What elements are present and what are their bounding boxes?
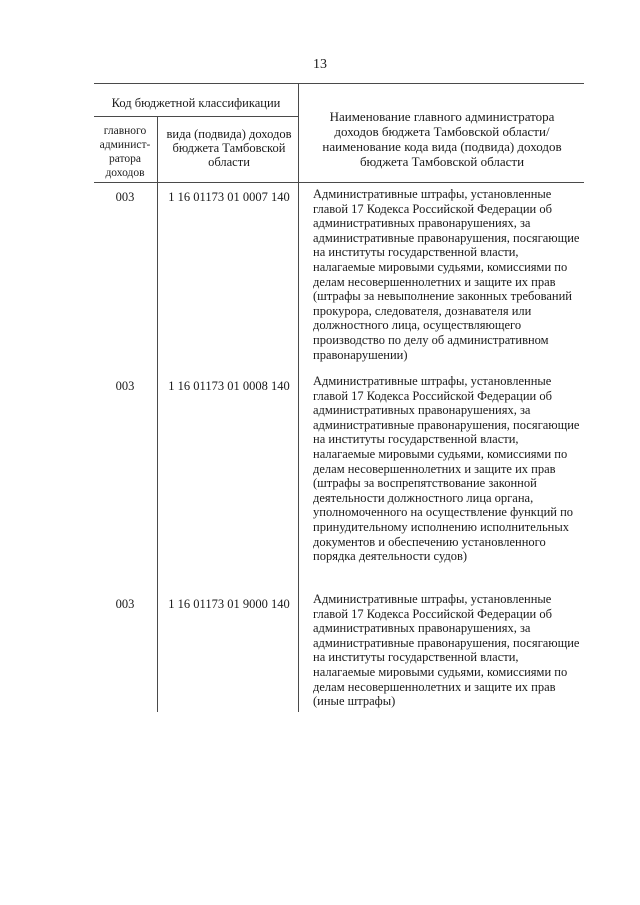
page-number: 13	[313, 57, 327, 72]
header-name-column: Наименование главного администратора доходов бюджета Тамбовской области/наименование кода вида (подвида) доходов бюджета Тамбовской области	[322, 109, 562, 169]
row-3-admin-code: 003	[115, 597, 135, 611]
header-admin-column: главного админист-ратора доходов	[99, 125, 151, 179]
row-3-budget-code: 1 16 01173 01 9000 140	[168, 597, 290, 611]
row-2-budget-code: 1 16 01173 01 0008 140	[168, 379, 290, 393]
group-header-divider	[94, 116, 298, 117]
header-group-title: Код бюджетной классификации	[111, 96, 281, 110]
row-1-description: Административные штрафы, установленные главой 17 Кодекса Российской Федерации об административных правонарушениях, за административные правонарушения, посягающие на институты государственной власти, налагаемые мировыми судьями, комиссиями по делам несовершеннолетних и защите их прав (штрафы за невыполнение законных требований прокурора, следователя, дознавателя или должностного лица, осуществляющего производство по делу об административном правонарушении)	[313, 187, 580, 362]
header-code-column: вида (подвида) доходов бюджета Тамбовской области	[166, 127, 292, 169]
header-bottom-border	[94, 182, 584, 183]
column-divider-2	[298, 83, 299, 712]
row-2-description: Административные штрафы, установленные главой 17 Кодекса Российской Федерации об административных правонарушениях, за административные правонарушения, посягающие на институты государственной власти, налагаемые мировыми судьями, комиссиями по делам несовершеннолетних и защите их прав (штрафы за воспрепятствование законной деятельности должностного лица органа, уполномоченного на осуществление функций по принудительному исполнению исполнительных документов и обеспечению установленного порядка деятельности судов)	[313, 374, 580, 564]
table-top-border	[94, 83, 584, 84]
row-3-description: Административные штрафы, установленные главой 17 Кодекса Российской Федерации об административных правонарушениях, за административные правонарушения, посягающие на институты государственной власти, налагаемые мировыми судьями, комиссиями по делам несовершеннолетних и защите их прав (иные штрафы)	[313, 592, 580, 709]
row-1-admin-code: 003	[115, 190, 135, 204]
row-1-budget-code: 1 16 01173 01 0007 140	[168, 190, 290, 204]
row-2-admin-code: 003	[115, 379, 135, 393]
column-divider-1	[157, 116, 158, 712]
